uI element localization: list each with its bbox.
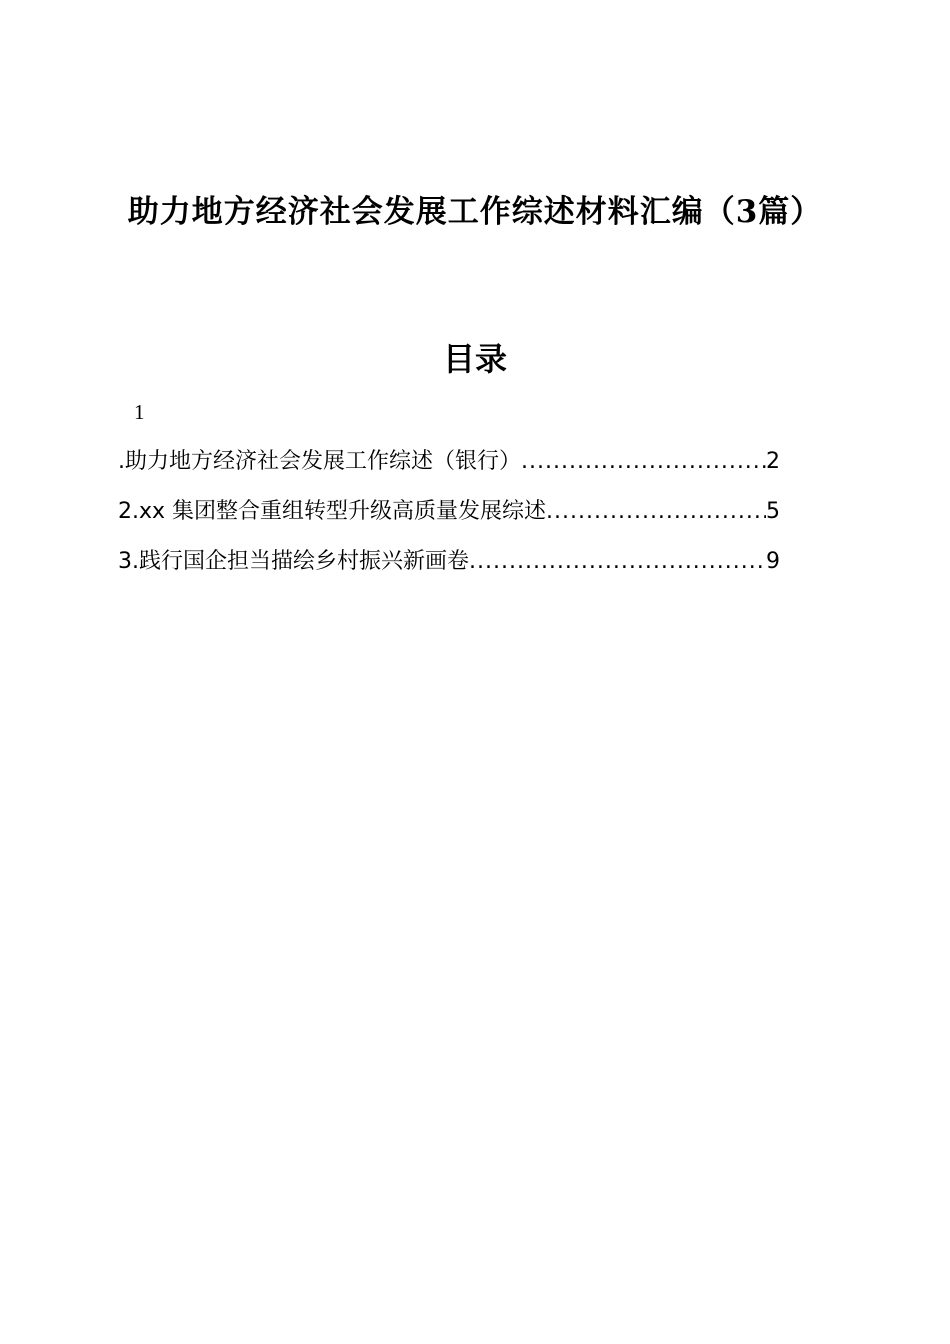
toc-page-number: 5 <box>766 499 780 524</box>
toc-entry-number-fragment: 1 <box>134 400 145 424</box>
toc-dot-leader <box>546 493 766 531</box>
toc-page-number: 9 <box>766 549 780 574</box>
toc-dot-leader <box>521 443 766 481</box>
toc-entry-2[interactable] <box>118 493 780 543</box>
toc-entry-1[interactable] <box>118 443 780 493</box>
document-title: 助力地方经济社会发展工作综述材料汇编（3篇） <box>127 194 823 230</box>
toc-entry-title: 2.xx 集团整合重组转型升级高质量发展综述 <box>118 499 547 524</box>
toc-entry-3[interactable] <box>118 543 780 593</box>
toc-entry-title: 3.践行国企担当描绘乡村振兴新画卷 <box>118 549 469 574</box>
toc-heading: 目录 <box>442 340 507 378</box>
toc-entry-title: .助力地方经济社会发展工作综述（银行） <box>118 449 521 474</box>
toc-dot-leader <box>469 543 766 581</box>
toc-page-number: 2 <box>766 449 780 474</box>
table-of-contents <box>118 443 780 593</box>
